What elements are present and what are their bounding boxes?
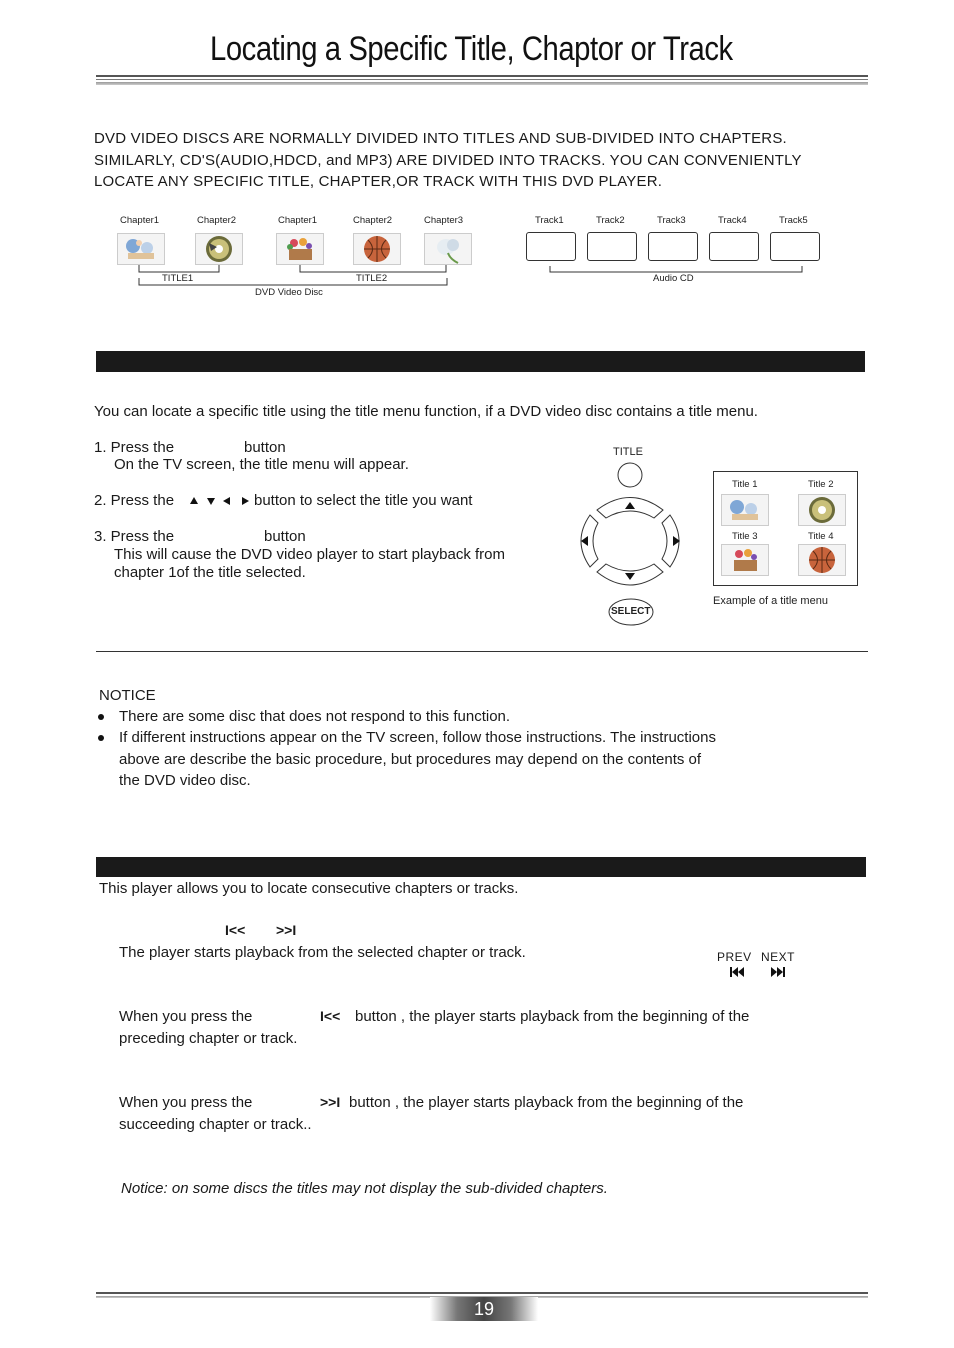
title-menu-example bbox=[713, 471, 858, 586]
track-label: Track2 bbox=[596, 215, 625, 226]
header-rule-top bbox=[96, 75, 868, 77]
step1-text: button bbox=[244, 439, 286, 456]
track-label: Track4 bbox=[718, 215, 747, 226]
figurines-thumbnail bbox=[721, 494, 769, 526]
flower-basket-thumbnail bbox=[721, 544, 769, 576]
figurines-thumbnail bbox=[117, 233, 165, 265]
italic-notice: Notice: on some discs the titles may not display the sub-divided chapters. bbox=[121, 1180, 608, 1197]
page-title: Locating a Specific Title, Chaptor or Track bbox=[210, 30, 733, 68]
step3-desc: This will cause the DVD video player to start playback from bbox=[114, 546, 505, 563]
prev-description: When you press the bbox=[119, 1008, 253, 1025]
track-box bbox=[526, 232, 576, 261]
notice-item-cont: the DVD video disc. bbox=[119, 772, 251, 789]
prev-symbol: I<< bbox=[225, 922, 246, 938]
menu-item-label: Title 2 bbox=[808, 479, 834, 490]
prev-skip-icon bbox=[730, 967, 744, 977]
next-description: When you press the bbox=[119, 1094, 253, 1111]
track-box bbox=[587, 232, 637, 261]
track-label: Track3 bbox=[657, 215, 686, 226]
section-header-bar bbox=[96, 351, 865, 372]
bullet-icon bbox=[98, 735, 104, 741]
skip-lead: This player allows you to locate consecutive chapters or tracks. bbox=[99, 880, 519, 897]
cd-label: Audio CD bbox=[653, 273, 694, 284]
footer-rule bbox=[96, 1292, 868, 1294]
dvd-label: DVD Video Disc bbox=[255, 287, 323, 298]
track-label: Track1 bbox=[535, 215, 564, 226]
step3-desc: chapter 1of the title selected. bbox=[114, 564, 306, 581]
bullet-icon bbox=[98, 714, 104, 720]
skip-line: The player starts playback from the selected chapter or track. bbox=[119, 944, 526, 961]
menu-item-label: Title 4 bbox=[808, 531, 834, 542]
notice-heading: NOTICE bbox=[99, 687, 156, 704]
track-box bbox=[770, 232, 820, 261]
title-label: TITLE1 bbox=[162, 273, 194, 284]
remote-title-label: TITLE bbox=[613, 446, 643, 458]
next-description: succeeding chapter or track.. bbox=[119, 1116, 312, 1133]
section-header-bar bbox=[96, 857, 866, 877]
chapter-label: Chapter2 bbox=[197, 215, 237, 226]
menu-item-label: Title 3 bbox=[732, 531, 758, 542]
arrow-keys-icon bbox=[188, 495, 252, 507]
intro-line: SIMILARLY, CD'S(AUDIO,HDCD, and MP3) ARE DIVIDED INTO TRACKS. YOU CAN CONVENIENTLY bbox=[94, 151, 802, 169]
page-number: 19 bbox=[473, 1299, 495, 1319]
notice-item: If different instructions appear on the TV screen, follow those instructions. The instructions bbox=[119, 729, 716, 746]
prev-description: preceding chapter or track. bbox=[119, 1030, 298, 1047]
track-box bbox=[648, 232, 698, 261]
step3-text: button bbox=[264, 528, 306, 545]
remote-navigation-pad bbox=[570, 460, 690, 630]
next-skip-icon bbox=[771, 967, 785, 977]
page-number-badge bbox=[430, 1297, 538, 1321]
prev-symbol: I<< bbox=[320, 1008, 341, 1024]
white-flower-thumbnail bbox=[424, 233, 472, 265]
basketball-thumbnail bbox=[353, 233, 401, 265]
notice-item: There are some disc that does not respond to this function. bbox=[119, 708, 511, 725]
next-description: button , the player starts playback from the beginning of the bbox=[349, 1094, 744, 1111]
menu-item-label: Title 1 bbox=[732, 479, 758, 490]
next-symbol: >>I bbox=[320, 1094, 341, 1110]
step1-desc: On the TV screen, the title menu will appear. bbox=[114, 456, 409, 473]
chapter-label: Chapter1 bbox=[278, 215, 318, 226]
intro-line: DVD VIDEO DISCS ARE NORMALLY DIVIDED INTO TITLES AND SUB-DIVIDED INTO CHAPTERS. bbox=[94, 130, 787, 147]
chapter-label: Chapter3 bbox=[424, 215, 464, 226]
prev-label: PREV bbox=[717, 950, 752, 964]
step2-text: button to select the title you want bbox=[254, 492, 473, 509]
menu-caption: Example of a title menu bbox=[713, 595, 828, 607]
header-rule-mid bbox=[96, 79, 868, 80]
step3-text: 3. Press the bbox=[94, 528, 175, 545]
chapter-label: Chapter2 bbox=[353, 215, 393, 226]
header-rule-bottom bbox=[96, 82, 868, 85]
next-label: NEXT bbox=[761, 950, 796, 964]
intro-line: LOCATE ANY SPECIFIC TITLE, CHAPTER,OR TRACK WITH THIS DVD PLAYER. bbox=[94, 173, 663, 190]
remote-select-label: SELECT bbox=[611, 606, 651, 617]
intro-paragraph bbox=[94, 128, 894, 193]
title-menu-lead: You can locate a specific title using the title menu function, if a DVD video disc contains a title menu. bbox=[94, 403, 758, 420]
cd-disc-thumbnail bbox=[798, 494, 846, 526]
title-label: TITLE2 bbox=[356, 273, 388, 284]
next-symbol: >>I bbox=[276, 922, 297, 938]
prev-description: button , the player starts playback from the beginning of the bbox=[355, 1008, 750, 1025]
step1-text: 1. Press the bbox=[94, 439, 175, 456]
basketball-thumbnail bbox=[798, 544, 846, 576]
cd-disc-thumbnail bbox=[195, 233, 243, 265]
track-box bbox=[709, 232, 759, 261]
section-divider bbox=[96, 651, 868, 652]
notice-item-cont: above are describe the basic procedure, but procedures may depend on the contents of bbox=[119, 751, 702, 768]
step2-text: 2. Press the bbox=[94, 492, 175, 509]
track-label: Track5 bbox=[779, 215, 808, 226]
flower-basket-thumbnail bbox=[276, 233, 324, 265]
chapter-label: Chapter1 bbox=[120, 215, 160, 226]
